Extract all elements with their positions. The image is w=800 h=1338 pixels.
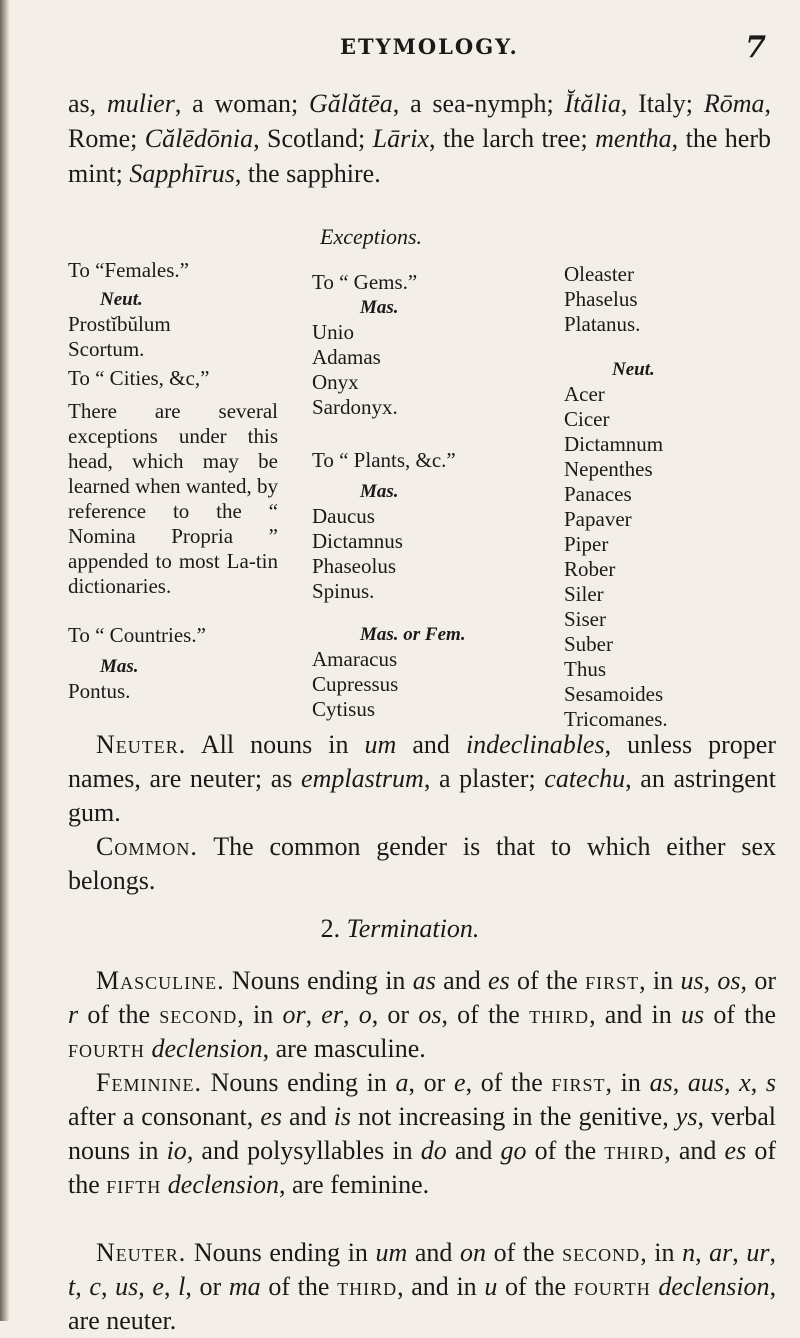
text-segment: of the bbox=[78, 1000, 160, 1029]
gender-label: Mas. bbox=[360, 481, 399, 502]
word: Prostĭbŭlum bbox=[68, 312, 171, 336]
text-segment: of the bbox=[486, 1238, 563, 1267]
feminine-paragraph bbox=[68, 1066, 776, 1202]
text-segment: , and bbox=[664, 1136, 725, 1165]
gender-label: Mas. or Fem. bbox=[360, 624, 466, 645]
paragraph-label: Neuter. bbox=[96, 1238, 187, 1267]
text-segment: or bbox=[282, 1000, 306, 1029]
word: Scortum. bbox=[68, 337, 145, 361]
word: Dictamnum bbox=[564, 432, 664, 456]
text-segment: go bbox=[500, 1136, 527, 1165]
text-segment: , or bbox=[371, 1000, 419, 1029]
text-segment: , and in bbox=[589, 1000, 682, 1029]
text-segment: first bbox=[551, 1068, 606, 1097]
word: Siler bbox=[564, 582, 604, 606]
text-segment: , bbox=[138, 1272, 153, 1301]
text-segment: , and polysyllables in bbox=[186, 1136, 421, 1165]
intro-paragraph: as, mulier, a woman; Gălătēa, a sea-nymph; Ĭtălia, Italy; Rōma, Rome; Călēdōnia, Scotland; Lārix, the larch tree; mentha, the herb mint; Sapphīrus, the sapphire. bbox=[68, 89, 771, 188]
running-head bbox=[0, 30, 800, 74]
word: Nepenthes bbox=[564, 457, 653, 481]
word: Rober bbox=[564, 557, 616, 581]
gender-label: Neut. bbox=[100, 289, 143, 310]
text-segment: , of the bbox=[465, 1068, 552, 1097]
text-segment: and bbox=[407, 1238, 460, 1267]
text-segment: and bbox=[435, 966, 489, 995]
text-segment: Nouns ending in bbox=[186, 1238, 376, 1267]
text-segment: and bbox=[446, 1136, 501, 1165]
text-segment: first bbox=[585, 966, 640, 995]
text-segment: , and in bbox=[397, 1272, 485, 1301]
word: Panaces bbox=[564, 482, 632, 506]
text-segment: of the bbox=[260, 1272, 338, 1301]
text-segment: , of the bbox=[441, 1000, 530, 1029]
text-segment: , bbox=[724, 1068, 740, 1097]
word: Oleaster bbox=[564, 262, 634, 286]
text-segment: e bbox=[454, 1068, 466, 1097]
text-segment: aus bbox=[687, 1068, 724, 1097]
text-segment: ma bbox=[228, 1272, 261, 1301]
text-segment: of the bbox=[497, 1272, 574, 1301]
text-segment: , bbox=[769, 1238, 777, 1267]
word: Cupressus bbox=[312, 672, 399, 696]
text-segment: , in bbox=[237, 1000, 283, 1029]
exceptions-column-1 bbox=[68, 258, 283, 704]
word: Platanus. bbox=[564, 312, 641, 336]
word: Tricomanes. bbox=[564, 707, 668, 731]
text-segment: , bbox=[750, 1068, 766, 1097]
text-segment: is bbox=[333, 1102, 352, 1131]
word: Sesamoides bbox=[564, 682, 664, 706]
paragraph-label: Neuter. bbox=[96, 730, 187, 759]
text-segment: , bbox=[100, 1272, 116, 1301]
text-segment: , bbox=[163, 1272, 179, 1301]
text-segment: , bbox=[703, 966, 718, 995]
text-segment: Nouns ending in bbox=[201, 1068, 396, 1097]
females-heading: To “Females.” bbox=[68, 258, 189, 282]
text-segment: as bbox=[412, 966, 436, 995]
text-segment: of the bbox=[68, 1136, 776, 1199]
text-segment: t bbox=[68, 1272, 76, 1301]
text-segment: us bbox=[681, 1000, 705, 1029]
word: Thus bbox=[564, 657, 606, 681]
text-segment: third bbox=[337, 1272, 398, 1301]
word: Adamas bbox=[312, 345, 381, 369]
text-segment: fourth bbox=[573, 1272, 651, 1301]
gender-label: Mas. bbox=[360, 297, 399, 318]
text-segment: second bbox=[159, 1000, 238, 1029]
gems-heading: To “ Gems.” bbox=[312, 270, 418, 294]
text-segment: fourth bbox=[68, 1034, 145, 1063]
text-segment: not increasing in the genitive, bbox=[351, 1102, 676, 1131]
running-title: ETYMOLOGY. bbox=[340, 34, 519, 59]
text-segment: and bbox=[281, 1102, 334, 1131]
masculine-paragraph bbox=[68, 964, 776, 1066]
text-segment: os bbox=[418, 1000, 442, 1029]
word: Sardonyx. bbox=[312, 395, 398, 419]
text-segment: on bbox=[460, 1238, 486, 1267]
text-segment: a bbox=[395, 1068, 409, 1097]
text-segment: es bbox=[260, 1102, 282, 1131]
text-segment: , or bbox=[740, 966, 776, 995]
text-segment: , verbal nouns in bbox=[68, 1102, 777, 1165]
text-segment: , bbox=[305, 1000, 322, 1029]
exceptions-column-3 bbox=[564, 262, 774, 732]
text-segment: of the bbox=[526, 1136, 605, 1165]
countries-heading: To “ Countries.” bbox=[68, 623, 206, 647]
text-segment: es bbox=[724, 1136, 747, 1165]
text-segment: es bbox=[488, 966, 510, 995]
text-segment: , are feminine. bbox=[278, 1170, 430, 1199]
text-segment: c bbox=[89, 1272, 101, 1301]
word: Piper bbox=[564, 532, 609, 556]
text-segment: declension bbox=[167, 1170, 279, 1199]
text-segment: ys bbox=[675, 1102, 698, 1131]
text-segment: of the bbox=[509, 966, 586, 995]
text-segment: e bbox=[152, 1272, 164, 1301]
word: Papaver bbox=[564, 507, 632, 531]
page-edge-shadow bbox=[0, 0, 9, 1321]
word: Amaracus bbox=[312, 647, 398, 671]
text-segment: , in bbox=[639, 966, 681, 995]
neuter-paragraph: Neuter. All nouns in um and indeclinables, unless proper names, are neuter; as emplastrum, a plaster; catechu, an astringent gum. bbox=[68, 730, 776, 827]
text-segment: r bbox=[68, 1000, 79, 1029]
word: Dictamnus bbox=[312, 529, 403, 553]
text-segment: after a consonant, bbox=[68, 1102, 261, 1131]
text-segment: , or bbox=[408, 1068, 455, 1097]
gender-label: Mas. bbox=[100, 656, 139, 677]
exceptions-heading: Exceptions. bbox=[320, 224, 423, 249]
gender-label: Neut. bbox=[612, 359, 655, 380]
paragraph-label: Masculine. bbox=[96, 966, 225, 995]
text-segment: us bbox=[680, 966, 704, 995]
text-segment: do bbox=[420, 1136, 447, 1165]
text-segment: , in bbox=[605, 1068, 650, 1097]
text-segment: n bbox=[682, 1238, 696, 1267]
text-segment: ur bbox=[746, 1238, 770, 1267]
section-heading: 2. Termination. bbox=[320, 914, 480, 943]
word: Acer bbox=[564, 382, 605, 406]
text-segment: er bbox=[321, 1000, 343, 1029]
text-segment: , are masculine. bbox=[262, 1034, 426, 1063]
word: Pontus. bbox=[68, 679, 131, 703]
text-segment: , bbox=[672, 1068, 688, 1097]
text-segment: third bbox=[604, 1136, 665, 1165]
word: Unio bbox=[312, 320, 354, 344]
paragraph-label: Common. bbox=[96, 832, 198, 861]
text-segment: declension bbox=[151, 1034, 263, 1063]
word: Onyx bbox=[312, 370, 359, 394]
text-segment: s bbox=[765, 1068, 777, 1097]
text-segment: as bbox=[649, 1068, 673, 1097]
word: Cicer bbox=[564, 407, 610, 431]
exceptions-column-2 bbox=[312, 270, 542, 722]
text-segment: second bbox=[562, 1238, 641, 1267]
word: Spinus. bbox=[312, 579, 375, 603]
cities-heading: To “ Cities, &c,” bbox=[68, 366, 210, 390]
text-segment: o bbox=[358, 1000, 372, 1029]
text-segment: , bbox=[342, 1000, 359, 1029]
word: Cytisus bbox=[312, 697, 376, 721]
cities-note: There are several exceptions under this head, which may be learned when wanted, by reference to the “ Nomina Propria ” appended to most La-tin dictionaries. bbox=[68, 399, 278, 598]
text-segment: io bbox=[166, 1136, 187, 1165]
text-segment: , or bbox=[185, 1272, 229, 1301]
text-segment: fifth bbox=[106, 1170, 162, 1199]
text-segment: x bbox=[739, 1068, 751, 1097]
text-segment: l bbox=[178, 1272, 186, 1301]
text-segment: os bbox=[717, 966, 741, 995]
text-segment: , bbox=[732, 1238, 747, 1267]
text-segment: ar bbox=[709, 1238, 733, 1267]
text-segment: , bbox=[695, 1238, 710, 1267]
paragraph-label: Feminine. bbox=[96, 1068, 202, 1097]
page-number: 7 bbox=[745, 30, 766, 65]
text-segment: of the bbox=[704, 1000, 777, 1029]
neuter-termination-paragraph bbox=[68, 1236, 776, 1338]
plants-heading: To “ Plants, &c.” bbox=[312, 448, 456, 472]
text-segment: , are neuter. bbox=[68, 1272, 777, 1335]
text-segment: declension bbox=[658, 1272, 770, 1301]
text-segment: third bbox=[529, 1000, 590, 1029]
text-segment: um bbox=[375, 1238, 408, 1267]
text-segment: Nouns ending in bbox=[224, 966, 413, 995]
word: Daucus bbox=[312, 504, 375, 528]
word: Siser bbox=[564, 607, 606, 631]
text-segment: , in bbox=[640, 1238, 683, 1267]
text-segment: u bbox=[484, 1272, 498, 1301]
word: Phaseolus bbox=[312, 554, 396, 578]
common-paragraph: Common. The common gender is that to which either sex belongs. bbox=[68, 832, 776, 895]
word: Suber bbox=[564, 632, 613, 656]
text-segment: us bbox=[115, 1272, 139, 1301]
text-segment: , bbox=[75, 1272, 90, 1301]
word: Phaselus bbox=[564, 287, 638, 311]
